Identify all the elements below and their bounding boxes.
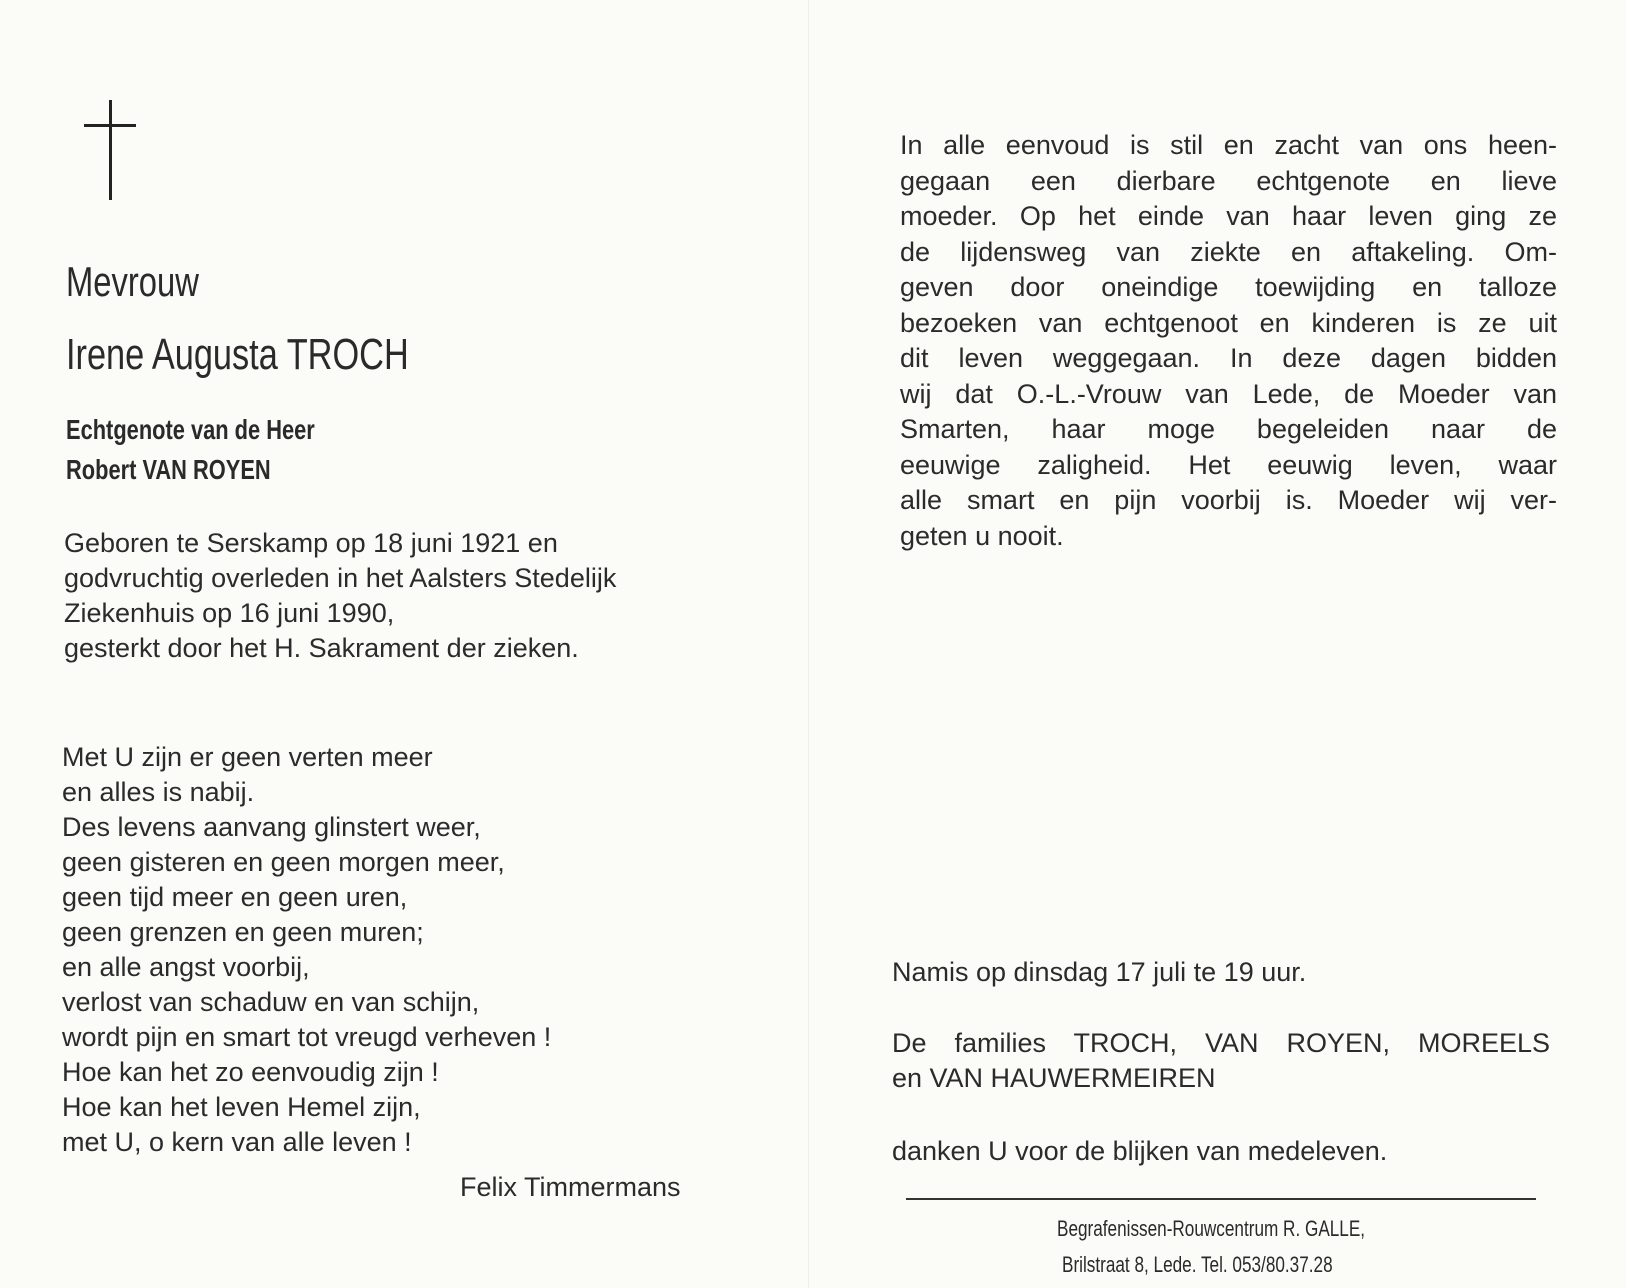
divider	[906, 1198, 1536, 1200]
undertaker-name: Begrafenissen-Rouwcentrum R. GALLE,	[1057, 1216, 1366, 1241]
deceased-name: Irene Augusta TROCH	[66, 330, 409, 379]
fold-line	[808, 0, 809, 1288]
poem-line: met U, o kern van alle leven !	[62, 1127, 412, 1157]
poem-line: en alle angst voorbij,	[62, 952, 310, 982]
poem-line: geen gisteren en geen morgen meer,	[62, 847, 505, 877]
namis-notice: Namis op dinsdag 17 juli te 19 uur.	[892, 957, 1307, 987]
text-line: moeder. Op het einde van haar leven ging ze	[900, 201, 1557, 231]
undertaker-address: Brilstraat 8, Lede. Tel. 053/80.37.28	[1062, 1252, 1333, 1277]
text-line: alle smart en pijn voorbij is. Moeder wij ver-	[900, 485, 1557, 515]
poem-line: en alles is nabij.	[62, 777, 255, 807]
families-line: en VAN HAUWERMEIREN	[892, 1063, 1216, 1093]
poem-line: Hoe kan het zo eenvoudig zijn !	[62, 1057, 439, 1087]
poem-line: geen tijd meer en geen uren,	[62, 882, 408, 912]
poem-line: geen grenzen en geen muren;	[62, 917, 424, 947]
text-line: Geboren te Serskamp op 18 juni 1921 en	[64, 528, 558, 558]
deceased-title: Mevrouw	[66, 258, 199, 305]
families	[892, 1026, 1550, 1096]
text-line: gegaan een dierbare echtgenote en lieve	[900, 165, 1557, 196]
text-line: geven door oneindige toewijding en talloze	[900, 272, 1557, 302]
text-line: Ziekenhuis op 16 juni 1990,	[64, 598, 395, 628]
poem-line: Hoe kan het leven Hemel zijn,	[62, 1092, 421, 1122]
birth-death-text	[64, 526, 616, 666]
text-line: In alle eenvoud is stil en zacht van ons heen-	[900, 130, 1557, 160]
spouse-name: Robert VAN ROYEN	[66, 454, 271, 485]
thanks-line: danken U voor de blijken van medeleven.	[892, 1136, 1388, 1166]
text-line: dit leven weggegaan. In deze dagen bidden	[900, 343, 1557, 373]
poem-line: Des levens aanvang glinstert weer,	[62, 812, 481, 842]
memorial-text	[900, 128, 1557, 554]
text-line: bezoeken van echtgenoot en kinderen is ze uit	[900, 307, 1557, 338]
text-line: Smarten, haar moge begeleiden naar de	[900, 414, 1557, 444]
families-line: De families TROCH, VAN ROYEN, MOREELS	[892, 1028, 1550, 1058]
poem	[62, 740, 551, 1160]
text-line: gesterkt door het H. Sakrament der zieken.	[64, 633, 579, 663]
text-line: eeuwige zaligheid. Het eeuwig leven, waar	[900, 449, 1557, 480]
text-line: godvruchtig overleden in het Aalsters Stedelijk	[64, 563, 617, 593]
spouse-label: Echtgenote van de Heer	[66, 414, 315, 445]
text-line: geten u nooit.	[900, 520, 1064, 551]
poem-line: Met U zijn er geen verten meer	[62, 742, 433, 772]
text-line: wij dat O.-L.-Vrouw van Lede, de Moeder van	[900, 378, 1557, 409]
poem-line: wordt pijn en smart tot vreugd verheven !	[62, 1022, 552, 1052]
text-line: de lijdensweg van ziekte en aftakeling. Om-	[900, 236, 1557, 267]
poem-author: Felix Timmermans	[460, 1172, 681, 1202]
poem-line: verlost van schaduw en van schijn,	[62, 987, 480, 1017]
